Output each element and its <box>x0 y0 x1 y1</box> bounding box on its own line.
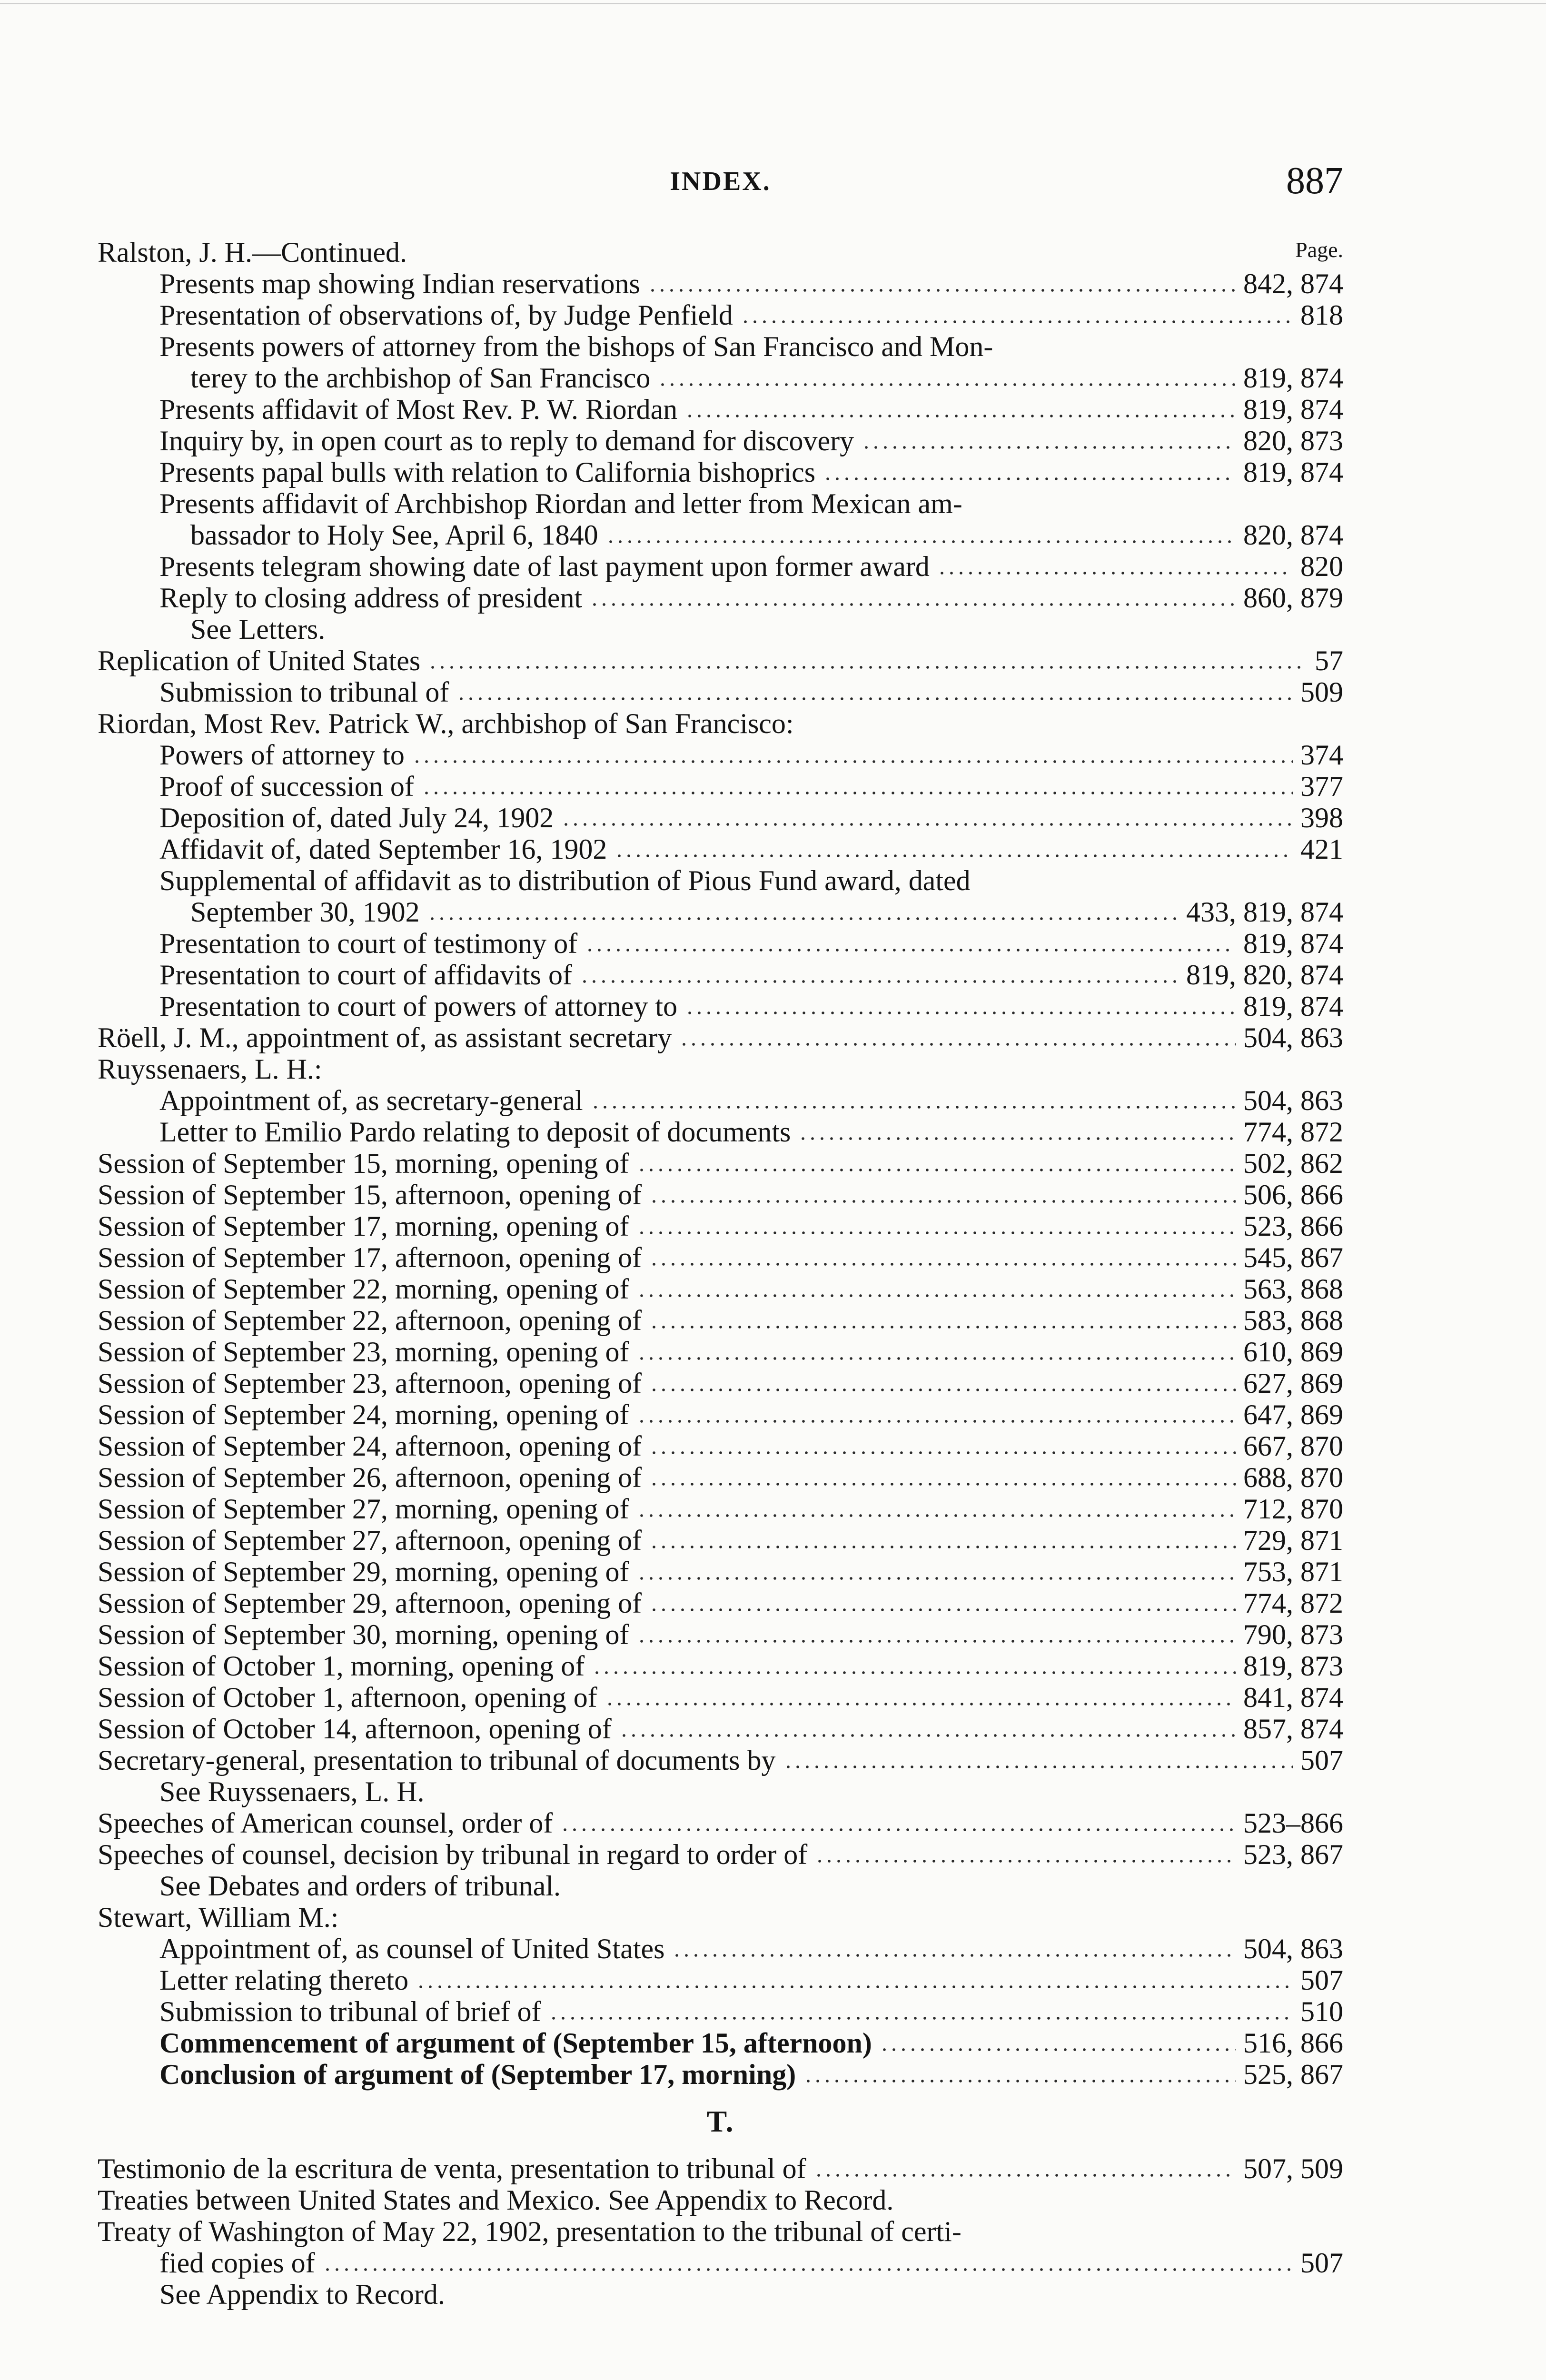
entry-page-ref: 819, 874 <box>1243 928 1343 959</box>
entry-text: Letter to Emilio Pardo relating to deposit of documents <box>159 1116 791 1148</box>
index-entry <box>98 1179 1343 1210</box>
entry-page-ref: 516, 866 <box>1243 2027 1343 2059</box>
dot-leader <box>585 947 1236 953</box>
entry-text: See Debates and orders of tribunal. <box>159 1870 561 1902</box>
entry-text: Session of October 1, morning, opening of <box>98 1650 585 1682</box>
index-entry <box>98 614 1343 645</box>
index-entry <box>98 1085 1343 1116</box>
dot-leader <box>637 1575 1236 1582</box>
entry-text: Session of September 30, morning, opening of <box>98 1619 629 1650</box>
entry-page-ref: 421 <box>1300 833 1343 865</box>
entry-page-ref: 819, 874 <box>1243 362 1343 394</box>
index-entry <box>98 1368 1343 1399</box>
index-entry <box>98 771 1343 802</box>
entry-page-ref: 820, 874 <box>1243 519 1343 551</box>
entry-page-ref: 819, 874 <box>1243 991 1343 1022</box>
dot-leader <box>658 381 1236 388</box>
index-entry <box>98 1839 1343 1870</box>
entry-text: Session of September 29, afternoon, opening of <box>98 1587 642 1619</box>
entry-page-ref: 842, 874 <box>1243 268 1343 299</box>
dot-leader <box>649 1606 1236 1613</box>
entry-page-ref: 377 <box>1300 771 1343 802</box>
entry-page-ref: 820 <box>1300 551 1343 582</box>
index-entry <box>98 394 1343 425</box>
index-entry <box>98 519 1343 551</box>
index-entry <box>98 1996 1343 2027</box>
index-entry <box>98 802 1343 833</box>
dot-leader <box>649 1324 1236 1330</box>
index-entry <box>98 1776 1343 1807</box>
entry-page-ref: 563, 868 <box>1243 1273 1343 1305</box>
entry-page-ref: 688, 870 <box>1243 1462 1343 1493</box>
index-entry <box>98 676 1343 708</box>
entry-text: Session of September 23, afternoon, opening of <box>98 1368 642 1399</box>
entry-text: See Appendix to Record. <box>159 2279 445 2310</box>
entry-text: Stewart, William M.: <box>98 1902 339 1933</box>
dot-leader <box>637 1230 1236 1236</box>
index-entry <box>98 708 1343 739</box>
entry-page-ref: 398 <box>1300 802 1343 833</box>
dot-leader <box>427 915 1179 922</box>
dot-leader <box>637 1418 1236 1425</box>
page-number: 887 <box>1286 160 1343 202</box>
index-entry <box>98 331 1343 362</box>
page-title: INDEX. <box>670 167 771 196</box>
index-entry <box>98 1902 1343 1933</box>
entry-page-ref: 523, 867 <box>1243 1839 1343 1870</box>
index-entry <box>98 2279 1343 2310</box>
entry-text: Presentation to court of testimony of <box>159 928 578 959</box>
entry-text: Appointment of, as counsel of United States <box>159 1933 665 1964</box>
entry-page-ref: 504, 863 <box>1243 1085 1343 1116</box>
entry-text: Session of September 22, morning, opening of <box>98 1273 629 1305</box>
entry-page-ref: 627, 869 <box>1243 1368 1343 1399</box>
dot-leader <box>741 318 1293 325</box>
entry-text: fied copies of <box>159 2247 315 2279</box>
index-entry <box>98 1493 1343 1525</box>
dot-leader <box>456 695 1293 702</box>
index-entry <box>98 1525 1343 1556</box>
entry-page-ref: 729, 871 <box>1243 1525 1343 1556</box>
index-entry <box>98 1964 1343 1996</box>
dot-leader <box>649 1449 1236 1456</box>
dot-leader <box>637 1512 1236 1519</box>
index-entry <box>98 1933 1343 1964</box>
entry-text: Testimonio de la escritura de venta, presentation to tribunal of <box>98 2153 806 2184</box>
dot-leader <box>648 287 1236 294</box>
entry-page-ref: 647, 869 <box>1243 1399 1343 1430</box>
entry-page-ref: 374 <box>1300 739 1343 771</box>
index-entry <box>98 2059 1343 2090</box>
index-entry <box>98 1745 1343 1776</box>
entry-text: Letter relating thereto <box>159 1964 409 1996</box>
dot-leader <box>637 1167 1236 1173</box>
index-entry <box>98 1148 1343 1179</box>
entry-text: Commencement of argument of (September 15, afternoon) <box>159 2027 872 2059</box>
entry-page-ref: 774, 872 <box>1243 1587 1343 1619</box>
dot-leader <box>428 664 1307 671</box>
dot-leader <box>937 570 1293 576</box>
entry-text: September 30, 1902 <box>190 896 420 928</box>
dot-leader <box>649 1387 1236 1393</box>
dot-leader <box>798 1135 1236 1142</box>
index-entry <box>98 1430 1343 1462</box>
entry-text: Inquiry by, in open court as to reply to demand for discovery <box>159 425 854 456</box>
entry-page-ref: 506, 866 <box>1243 1179 1343 1210</box>
entry-text: Presentation to court of powers of attorney to <box>159 991 678 1022</box>
entry-text: Ruyssenaers, L. H.: <box>98 1053 322 1085</box>
entry-page-ref: 819, 873 <box>1243 1650 1343 1682</box>
index-entry <box>98 896 1343 928</box>
index-entry <box>98 1587 1343 1619</box>
entry-text: Presentation of observations of, by Judge Penfield <box>159 299 733 331</box>
entry-page-ref: 545, 867 <box>1243 1242 1343 1273</box>
dot-leader <box>422 790 1293 796</box>
index-entry <box>98 1022 1343 1053</box>
dot-leader <box>580 978 1179 985</box>
entry-page-ref: 667, 870 <box>1243 1430 1343 1462</box>
dot-leader <box>590 601 1236 608</box>
entry-text: Presents powers of attorney from the bishops of San Francisco and Mon- <box>159 331 993 362</box>
entry-text: Session of September 17, afternoon, opening of <box>98 1242 642 1273</box>
entry-text: terey to the archbishop of San Francisco <box>190 362 651 394</box>
entry-page-ref: 583, 868 <box>1243 1305 1343 1336</box>
entry-page-ref: 507 <box>1300 2247 1343 2279</box>
dot-leader <box>685 1010 1236 1016</box>
entry-page-ref: 712, 870 <box>1243 1493 1343 1525</box>
dot-leader <box>605 1701 1236 1707</box>
entry-page-ref: 841, 874 <box>1243 1682 1343 1713</box>
entry-text: Session of October 1, afternoon, opening of <box>98 1682 597 1713</box>
index-entry <box>98 1556 1343 1587</box>
index-entry <box>98 991 1343 1022</box>
dot-leader <box>685 413 1236 419</box>
dot-leader <box>416 1983 1293 1990</box>
entry-text: Ralston, J. H.—Continued. <box>98 237 407 268</box>
entry-text: Treaties between United States and Mexico. See Appendix to Record. <box>98 2184 894 2216</box>
entry-text: Session of September 29, morning, opening of <box>98 1556 629 1587</box>
entry-page-ref: 510 <box>1300 1996 1343 2027</box>
dot-leader <box>561 821 1293 828</box>
entry-text: Session of September 26, afternoon, opening of <box>98 1462 642 1493</box>
entry-text: Röell, J. M., appointment of, as assistant secretary <box>98 1022 672 1053</box>
index-entry <box>98 1713 1343 1745</box>
index-entry <box>98 865 1343 896</box>
index-entry <box>98 2027 1343 2059</box>
entry-page-ref: 820, 873 <box>1243 425 1343 456</box>
index-entry <box>98 928 1343 959</box>
index-entry <box>98 362 1343 394</box>
entry-text: Speeches of American counsel, order of <box>98 1807 553 1839</box>
page-column-label: Page. <box>1295 238 1343 262</box>
entry-page-ref: 507 <box>1300 1745 1343 1776</box>
dot-leader <box>592 1669 1236 1676</box>
entry-page-ref: 857, 874 <box>1243 1713 1343 1745</box>
index-entry <box>98 425 1343 456</box>
entry-text: Reply to closing address of president <box>159 582 583 614</box>
entry-text: Session of September 24, morning, opening of <box>98 1399 629 1430</box>
dot-leader <box>412 758 1293 765</box>
dot-leader <box>649 1544 1236 1550</box>
entry-page-ref: 819, 820, 874 <box>1186 959 1343 991</box>
index-entry <box>98 299 1343 331</box>
index-entry <box>98 1619 1343 1650</box>
entry-page-ref: 509 <box>1300 676 1343 708</box>
dot-leader <box>679 1041 1236 1048</box>
index-entry <box>98 833 1343 865</box>
index-entry <box>98 1462 1343 1493</box>
dot-leader <box>619 1732 1236 1739</box>
entry-text: Treaty of Washington of May 22, 1902, presentation to the tribunal of certi- <box>98 2216 961 2247</box>
entry-text: Riordan, Most Rev. Patrick W., archbishop of San Francisco: <box>98 708 794 739</box>
entry-text: Presents map showing Indian reservations <box>159 268 640 299</box>
dot-leader <box>649 1261 1236 1268</box>
entry-page-ref: 523–866 <box>1243 1807 1343 1839</box>
entry-page-ref: 502, 862 <box>1243 1148 1343 1179</box>
top-edge-rule <box>0 3 1546 4</box>
entry-page-ref: 819, 874 <box>1243 394 1343 425</box>
entry-text: Speeches of counsel, decision by tribunal in regard to order of <box>98 1839 808 1870</box>
entry-text: Submission to tribunal of brief of <box>159 1996 541 2027</box>
index-entry <box>98 2216 1343 2247</box>
entry-text: Presents telegram showing date of last payment upon former award <box>159 551 930 582</box>
entry-text: Session of September 22, afternoon, opening of <box>98 1305 642 1336</box>
entry-text: Affidavit of, dated September 16, 1902 <box>159 833 607 865</box>
entry-page-ref: 525, 867 <box>1243 2059 1343 2090</box>
entry-text: Session of September 27, afternoon, opening of <box>98 1525 642 1556</box>
entry-text: Presentation to court of affidavits of <box>159 959 573 991</box>
entry-text: Powers of attorney to <box>159 739 405 771</box>
entry-text: Supplemental of affidavit as to distribution of Pious Fund award, dated <box>159 865 971 896</box>
index-entry <box>98 456 1343 488</box>
index-entry <box>98 1870 1343 1902</box>
index-entry <box>98 1336 1343 1368</box>
dot-leader <box>591 1104 1236 1111</box>
index-entry <box>98 739 1343 771</box>
entry-page-ref: 774, 872 <box>1243 1116 1343 1148</box>
index-entry <box>98 268 1343 299</box>
dot-leader <box>637 1638 1236 1645</box>
entry-page-ref: 504, 863 <box>1243 1022 1343 1053</box>
section-letter: T. <box>706 2104 734 2138</box>
entry-text: Session of September 24, afternoon, opening of <box>98 1430 642 1462</box>
entry-text: Appointment of, as secretary-general <box>159 1085 583 1116</box>
index-entry <box>98 2184 1343 2216</box>
dot-leader <box>649 1481 1236 1488</box>
index-entry <box>98 1210 1343 1242</box>
entry-page-ref: 504, 863 <box>1243 1933 1343 1964</box>
entry-text: Presents affidavit of Most Rev. P. W. Riordan <box>159 394 678 425</box>
dot-leader <box>814 2172 1236 2179</box>
entry-text: See Ruyssenaers, L. H. <box>159 1776 425 1807</box>
running-header <box>98 159 1343 202</box>
dot-leader <box>614 853 1293 859</box>
index-entry <box>98 488 1343 519</box>
dot-leader <box>637 1355 1236 1362</box>
entry-page-ref: 523, 866 <box>1243 1210 1343 1242</box>
dot-leader <box>672 1952 1236 1959</box>
index-entry <box>98 582 1343 614</box>
entry-page-ref: 790, 873 <box>1243 1619 1343 1650</box>
dot-leader <box>649 1198 1236 1205</box>
entry-text: Session of September 23, morning, opening of <box>98 1336 629 1368</box>
entry-page-ref: 433, 819, 874 <box>1186 896 1343 928</box>
dot-leader <box>606 538 1236 545</box>
index-entry <box>98 1305 1343 1336</box>
dot-leader <box>549 2015 1293 2022</box>
index-entry <box>98 1682 1343 1713</box>
entry-text: Session of September 15, afternoon, opening of <box>98 1179 642 1210</box>
index-entry <box>98 1116 1343 1148</box>
entry-text: Conclusion of argument of (September 17, morning) <box>159 2059 796 2090</box>
entry-text: Session of October 14, afternoon, opening of <box>98 1713 612 1745</box>
index-entry <box>98 1053 1343 1085</box>
entry-text: Session of September 27, morning, opening of <box>98 1493 629 1525</box>
dot-leader <box>803 2078 1236 2084</box>
index-entry <box>98 1650 1343 1682</box>
entry-page-ref: 610, 869 <box>1243 1336 1343 1368</box>
dot-leader <box>323 2266 1293 2273</box>
index-entry <box>98 1399 1343 1430</box>
entry-text: bassador to Holy See, April 6, 1840 <box>190 519 598 551</box>
entry-text: Presents papal bulls with relation to California bishoprics <box>159 456 816 488</box>
index-entry <box>98 1807 1343 1839</box>
entry-text: Proof of succession of <box>159 771 414 802</box>
index-entries <box>98 237 1343 2310</box>
entry-page-ref: 57 <box>1315 645 1343 676</box>
entry-page-ref: 507, 509 <box>1243 2153 1343 2184</box>
dot-leader <box>637 1292 1236 1299</box>
dot-leader <box>880 2046 1236 2053</box>
index-entry <box>98 237 1343 268</box>
entry-page-ref: 753, 871 <box>1243 1556 1343 1587</box>
entry-text: Replication of United States <box>98 645 421 676</box>
entry-text: Secretary-general, presentation to tribunal of documents by <box>98 1745 776 1776</box>
index-entry <box>98 1273 1343 1305</box>
dot-leader <box>560 1826 1236 1833</box>
index-entry <box>98 551 1343 582</box>
entry-page-ref: 507 <box>1300 1964 1343 1996</box>
entry-page-ref: 818 <box>1300 299 1343 331</box>
dot-leader <box>783 1764 1293 1770</box>
entry-text: Submission to tribunal of <box>159 676 449 708</box>
dot-leader <box>823 476 1236 482</box>
index-entry <box>98 2153 1343 2184</box>
dot-leader <box>862 444 1236 451</box>
dot-leader <box>815 1858 1236 1864</box>
index-entry <box>98 2247 1343 2279</box>
entry-page-ref: 819, 874 <box>1243 456 1343 488</box>
entry-text: Deposition of, dated July 24, 1902 <box>159 802 554 833</box>
index-entry <box>98 1242 1343 1273</box>
index-entry <box>98 959 1343 991</box>
entry-text: See Letters. <box>190 614 326 645</box>
entry-text: Session of September 17, morning, opening of <box>98 1210 629 1242</box>
entry-text: Session of September 15, morning, opening of <box>98 1148 629 1179</box>
entry-page-ref: 860, 879 <box>1243 582 1343 614</box>
index-entry <box>98 645 1343 676</box>
entry-text: Presents affidavit of Archbishop Riordan and letter from Mexican am- <box>159 488 962 519</box>
